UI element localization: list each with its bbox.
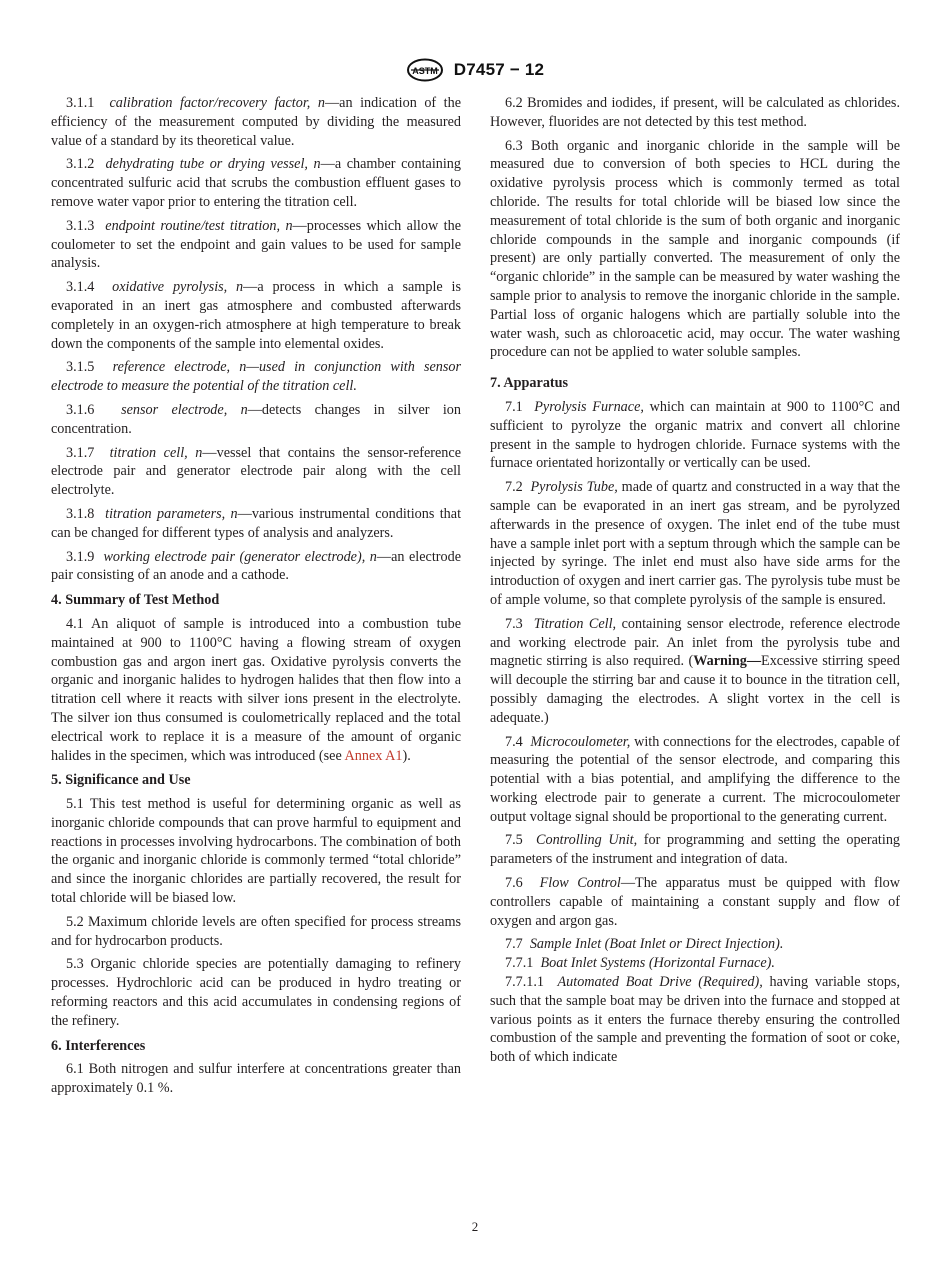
paragraph-7-3: 7.3 Titration Cell, containing sensor electrode, reference electrode and working electrode pair. An inlet from the pyrolysis tube and magnetic stirring is also required. (Warning—Excessive stirring speed will decouple the stirring bar and cause it to bounce in the titration cell, possibly damaging the electrodes. A slight vortex in the cell is adequate.) [490,615,900,726]
definition-3-1-7: 3.1.7 titration cell, n—vessel that contains the sensor-reference electrode pair and generator electrode pair along with the cell electrolyte. [51,444,461,499]
section-heading-4: 4. Summary of Test Method [51,592,220,609]
paragraph-5-1: 5.1 This test method is useful for determining organic as well as inorganic chloride compounds that can prove harmful to equipment and reactions in processes involving hydrocarbons. The combination of both the organic and inorganic chloride is commonly termed “total chloride” and since the inorganic chlorides are partially recovered, the result for total chloride will be biased low. [51,796,461,907]
paragraph-5-3: 5.3 Organic chloride species are potentially damaging to refinery processes. Hydrochloric acid can be produced in hydro treating or reforming reactors and this acid accumulates in condensing regions of the refinery. [51,956,461,1029]
paragraph-7-2: 7.2 Pyrolysis Tube, made of quartz and constructed in a way that the sample can be evaporated in an inert gas stream, and be pyrolyzed afterwards in the presence of oxygen. The inlet end of the tube must have a sample inlet port with a septum through which the sample can be injected by syringe. The inlet end must also have side arms for the introduction of oxygen and inert carrier gas. The pyrolysis tube must be of ample volume, so that complete pyrolysis of the sample is ensured. [490,479,901,608]
left-column [51,94,461,1103]
definition-3-1-2: 3.1.2 dehydrating tube or drying vessel, n—a chamber containing concentrated sulfuric acid that scrubs the combustion effluent gases to remove water vapor prior to entering the titration cell. [51,156,461,210]
warning-label: Warning— [693,653,762,670]
definition-3-1-5: 3.1.5 reference electrode, n—used in conjunction with sensor electrode to measure the potential of the titration cell. [51,359,462,395]
paragraph-7-7: 7.7 Sample Inlet (Boat Inlet or Direct Injection). [505,936,784,953]
definition-3-1-8: 3.1.8 titration parameters, n—various instrumental conditions that can be changed for different types of analysis and analyzers. [51,505,462,541]
section-heading-6: 6. Interferences [51,1037,146,1054]
paragraph-6-3: 6.3 Both organic and inorganic chloride in the sample will be measured due to conversion of both species to HCL during the oxidative pyrolysis process which is commonly termed as total chloride. The results for total chloride will be biased low since the measurement of total chloride is the sum of both organic and inorganic chloride compounds in the sample and inorganic compounds (if present) are only partially converted. The measurement of only the “organic chloride” in the sample can be measured by water washing the sample prior to analysis to remove the inorganic chloride in the sample. Partial loss of organic halogens which are partially soluble into the water wash, such as chloroacetic acid, may occur. The water washing procedure can not be applied to water soluble samples. [490,137,900,361]
paragraph-7-7-1-1: 7.7.1.1 Automated Boat Drive (Required), having variable stops, such that the sample boat may be driven into the furnace and stopped at various points as it enters the furnace thereby ensuring the controlled combustion of the sample and preventing the formation of soot or coke, both of which indicate [490,974,900,1066]
definition-3-1-6: 3.1.6 sensor electrode, n—detects changes in silver ion concentration. [51,401,461,437]
astm-logo-icon [406,58,444,82]
definition-3-1-3: 3.1.3 endpoint routine/test titration, n—processes which allow the coulometer to set the endpoint and gain values to be used for sample analysis. [51,217,461,272]
definition-3-1-9: 3.1.9 working electrode pair (generator electrode), n—an electrode pair consisting of an anode and a cathode. [51,548,461,584]
document-designation: D7457 − 12 [453,60,545,79]
paragraph-7-6: 7.6 Flow Control—The apparatus must be quipped with flow controllers capable of maintaining a constant supply and flow of oxygen and argon gas. [490,875,900,929]
annex-a1-link[interactable]: Annex A1 [344,747,403,764]
paragraph-4-1: 4.1 An aliquot of sample is introduced into a combustion tube maintained at 900 to 1100°C having a flowing stream of oxygen combustion gas and argon inert gas. Oxidative pyrolysis converts the organic and inorganic halides to hydrogen halides that then flow into a titration cell where it reacts with silver ions present in the electrolyte. The silver ion thus consumed is coulometrically replaced and the total electrical work to replace it is a measure of the amount of organic halides in the specimen, which was introduced (see Annex A1). [51,615,461,764]
paragraph-5-2: 5.2 Maximum chloride levels are often specified for process streams and for hydrocarbon products. [51,913,461,949]
paragraph-7-4: 7.4 Microcoulometer, with connections for the electrodes, capable of measuring the potential of the sensor electrode, and comparing this potential with a bias potential, and amplifying the difference to the working electrode pair to generate a current. The microcoulometer output voltage signal should be proportional to the generating current. [490,733,901,825]
paragraph-6-2: 6.2 Bromides and iodides, if present, will be calculated as chlorides. However, fluorides are not detected by this test method. [490,95,900,130]
paragraph-7-7-1: 7.7.1 Boat Inlet Systems (Horizontal Furnace). [505,955,775,972]
page-header [0,58,950,82]
page-number: 2 [471,1219,479,1234]
paragraph-7-1: 7.1 Pyrolysis Furnace, which can maintain at 900 to 1100°C and sufficient to pyrolyze the organic matrix and convert all chlorine present in the sample to hydrogen chloride. Furnace systems with the furnace orientated horizontally or vertically can be used. [490,398,901,472]
section-heading-5: 5. Significance and Use [51,772,191,789]
right-column [490,94,900,1072]
paragraph-7-5: 7.5 Controlling Unit, for programming and setting the operating parameters of the instrument and integration of data. [490,832,901,868]
definition-3-1-4: 3.1.4 oxidative pyrolysis, n—a process in which a sample is evaporated in an inert gas atmosphere and combusted afterwards completely in an oxygen-rich atmosphere at high temperature to break down the components of the sample into elemental oxides. [51,279,461,352]
definition-3-1-1: 3.1.1 calibration factor/recovery factor, n—an indication of the efficiency of the measurement computed by dividing the measured value of a standard by its theoretical value. [51,95,462,149]
paragraph-6-1: 6.1 Both nitrogen and sulfur interfere at concentrations greater than approximately 0.1 %. [51,1061,461,1097]
section-heading-7: 7. Apparatus [490,375,569,392]
svg-text:ASTM: ASTM [412,66,438,76]
